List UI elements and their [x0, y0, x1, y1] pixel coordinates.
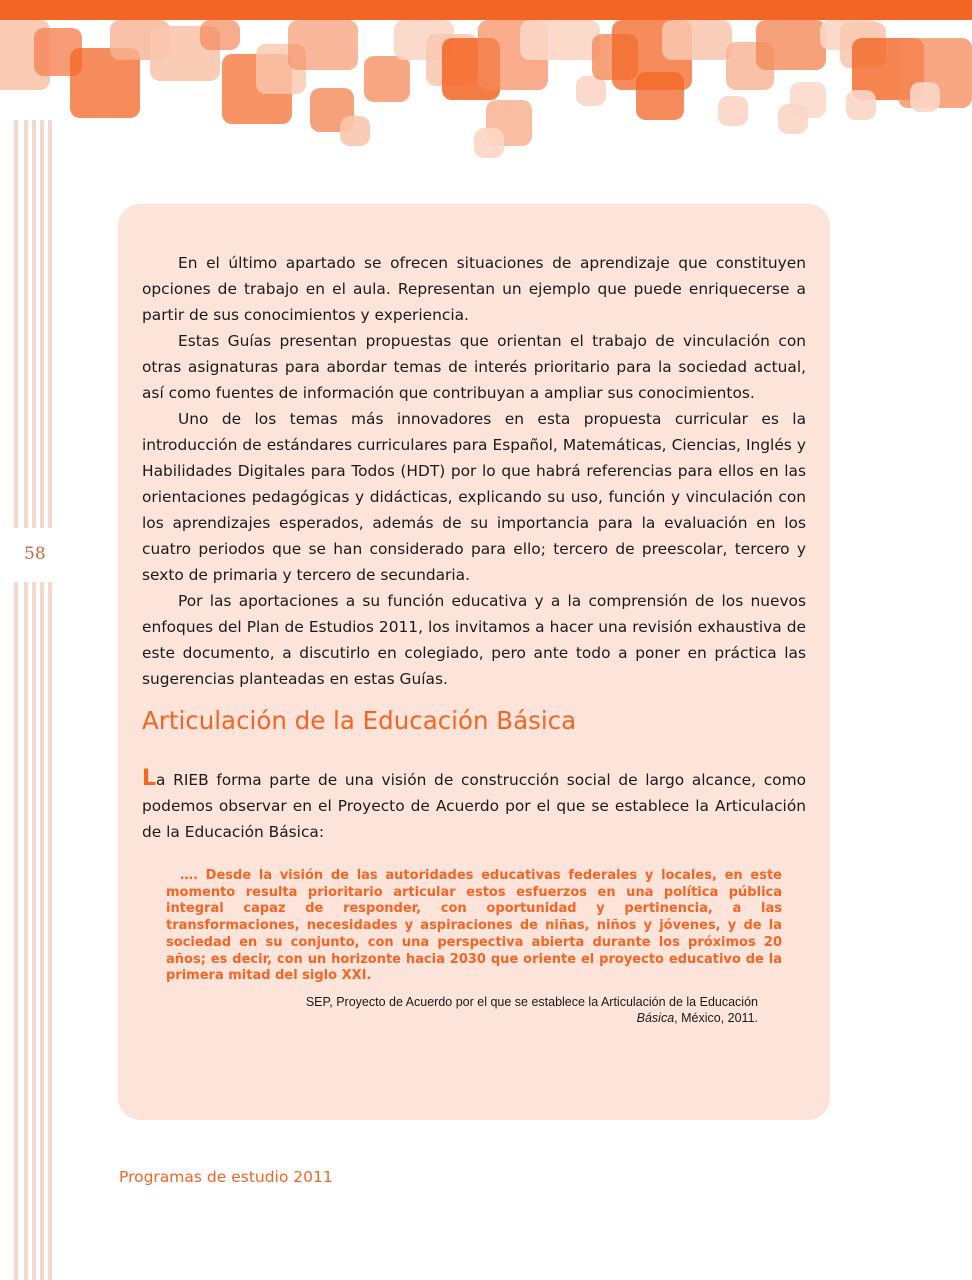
drop-letter: L	[142, 766, 157, 791]
left-margin-stripes	[14, 120, 58, 1280]
page-number: 58	[24, 544, 46, 564]
paragraph: En el último apartado se ofrecen situaciones de aprendizaje que constituyen opciones de trabajo en el aula. Representan un ejemplo que puede enriquecerse a partir de sus conocimientos y experiencia.	[142, 254, 806, 324]
section-heading: Articulación de la Educación Básica	[142, 706, 577, 735]
footer-title: Programas de estudio 2011	[119, 1168, 333, 1186]
header-bar	[0, 0, 972, 20]
citation-italic: Básica	[636, 1011, 675, 1025]
citation-line: SEP, Proyecto de Acuerdo por el que se establece la Articulación de la Educación	[305, 995, 758, 1009]
citation	[240, 994, 758, 1026]
paragraph: Estas Guías presentan propuestas que orientan el trabajo de vinculación con otras asignaturas para abordar temas de interés prioritario para la sociedad actual, así como fuentes de información que contribuyan a ampliar sus conocimientos.	[142, 332, 806, 402]
paragraph: Uno de los temas más innovadores en esta propuesta curricular es la introducción de estándares curriculares para Español, Matemáticas, Ciencias, Inglés y Habilidades Digitales para Todos (HDT) por lo que habrá referencias para ellos en las orientaciones pedagógicas y didácticas, explicando su uso, función y vinculación con los aprendizajes esperados, además de su importancia para la evaluación en los cuatro periodos que se han considerado para ello; tercero de preescolar, tercero y sexto de primaria y tercero de secundaria.	[142, 410, 806, 584]
paragraph: Por las aportaciones a su función educativa y a la comprensión de los nuevos enfoques del Plan de Estudios 2011, los invitamos a hacer una revisión exhaustiva de este documento, a discutirlo en colegiado, pero ante todo a poner en práctica las sugerencias planteadas en estas Guías.	[142, 592, 806, 688]
section-intro	[142, 766, 806, 845]
block-quote: …. Desde la visión de las autoridades educativas federales y locales, en este momento resulta prioritario articular estos esfuerzos en una política pública integral capaz de responder, con oportunidad y pertinencia, a las transformaciones, necesidades y aspiraciones de niñas, niños y jóvenes, y de la sociedad en su conjunto, con una perspectiva abierta durante los próximos 20 años; es decir, con un horizonte hacia 2030 que oriente el proyecto educativo de la primera mitad del siglo XXI.	[166, 868, 782, 984]
citation-tail: , México, 2011.	[674, 1011, 758, 1025]
intro-text: a RIEB forma parte de una visión de construcción social de largo alcance, como podemos observar en el Proyecto de Acuerdo por el que se establece la Articulación de la Educación Básica:	[142, 771, 806, 841]
decorative-banner	[0, 20, 972, 160]
citation-line-2	[240, 1010, 758, 1026]
body-text	[142, 250, 806, 692]
